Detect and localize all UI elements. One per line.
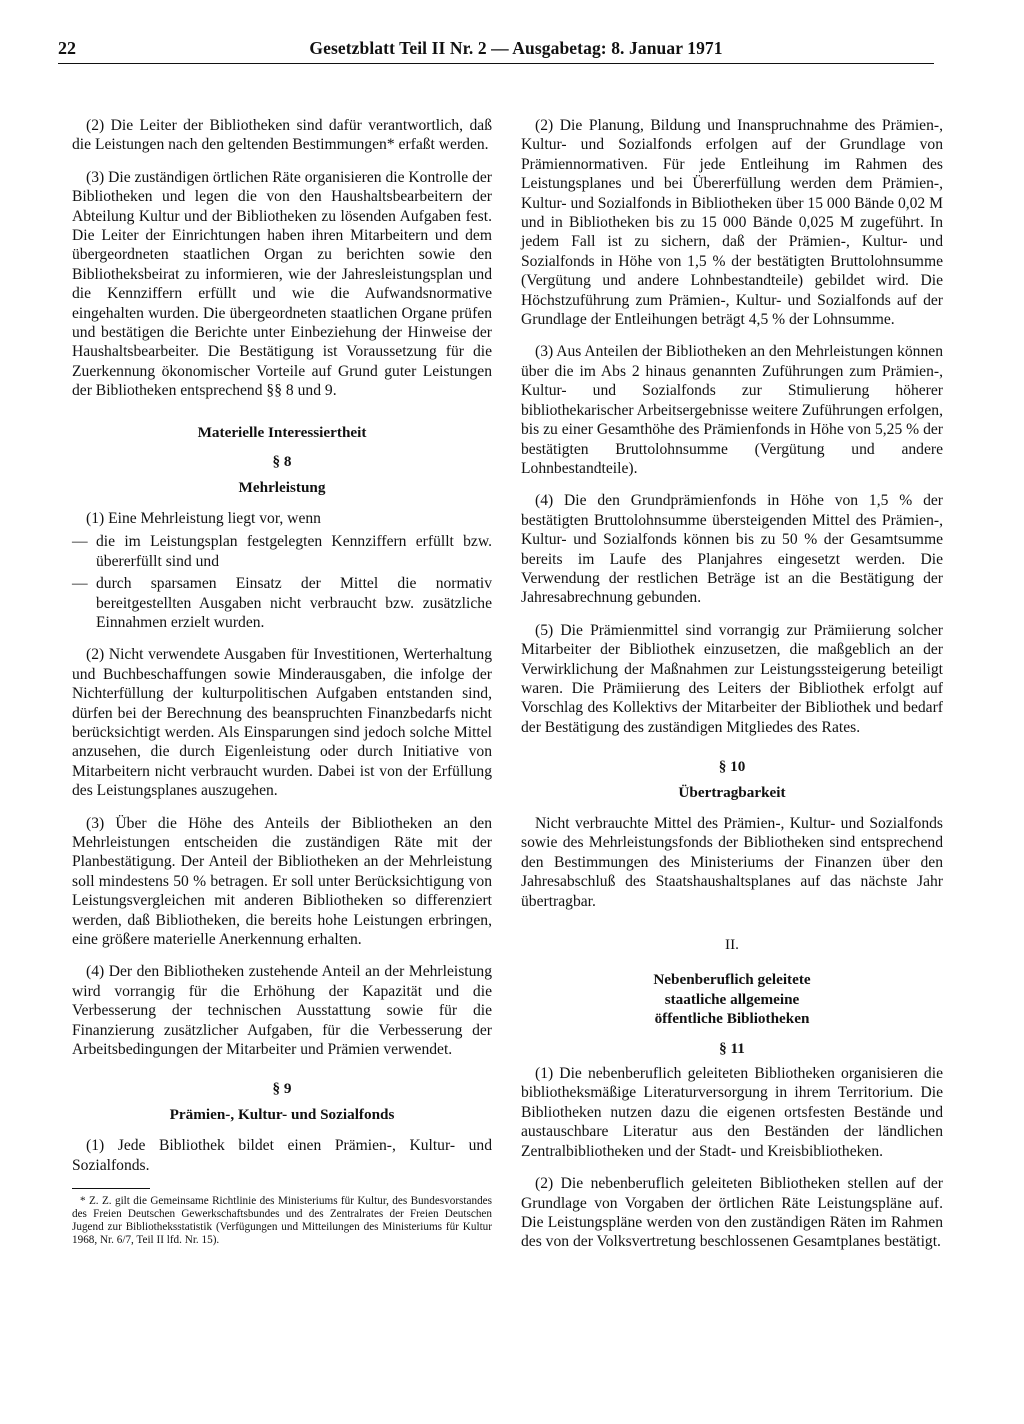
- dash-mark: —: [72, 575, 88, 593]
- paragraph: (3) Über die Höhe des Anteils der Bibliotheken an den Mehrleistungen entscheiden die zuständigen Räte mit der Planbestätigung. Der Anteil der Bibliotheken an der Mehrleistung soll mindestens 50 % betragen. Er soll unter Berücksichtigung von Leistungsvergleichen mit anderen Bibliotheken so differenziert werden, daß Bibliotheken, die bereits hohe Leistungen erbringen, eine größere materielle Anerkennung erhalten.: [72, 814, 492, 949]
- paragraph: (5) Die Prämienmittel sind vorrangig zur Prämiierung solcher Mitarbeiter der Bibliothek einzusetzen, die maßgeblich an der Verwirklichung der Maßnahmen zur Leistungssteigerung beteiligt waren. Die Prämiierung des Leiters der Bibliothek erfolgt auf Vorschlag des Kollektivs der Mitarbeiter der Bibliothek und bedarf der Bestätigung des zuständigen Mitgliedes des Rates.: [521, 621, 943, 736]
- paragraph: Nicht verbrauchte Mittel des Prämien-, Kultur- und Sozialfonds sowie des Mehrleistungsfonds der Bibliotheken sind entsprechend den Bestimmungen des Ministeriums der Finanzen über den Jahresabschluß des Staatshaushaltsplanes auf das nächste Jahr übertragbar.: [521, 815, 943, 910]
- part-title-line: staatliche allgemeine: [664, 990, 800, 1008]
- paragraph: (2) Nicht verwendete Ausgaben für Investitionen, Werterhaltung und Buchbeschaffungen sowie Minderausgaben, die infolge der Nichterfüllung der kulturpolitischen Aufgaben entstanden sind, dürfen bei der Berechnung des beanspruchten Finanzbedarfs nicht berücksichtigt werden. Als Einsparungen sind jedoch solche Mittel anzusehen, die durch Eigenleistung oder durch Initiative von Mitarbeitern nicht verbraucht wurden. Dabei ist von der Erfüllung des Leistungsplanes auszugehen.: [72, 646, 492, 800]
- gazette-title: Gesetzblatt Teil II Nr. 2 — Ausgabetag: 8. Januar 1971: [309, 38, 723, 58]
- paragraph: (1) Eine Mehrleistung liegt vor, wenn: [86, 509, 321, 527]
- paragraph: (4) Die den Grundprämienfonds in Höhe von 1,5 % der bestätigten Bruttolohnsumme übersteigenden Mittel des Prämien-, Kultur- und Sozialfonds können bis zu 50 % der Gesamtsumme bereits im Laufe des Planjahres eingesetzt werden. Die Verwendung der restlichen Beträge ist an die Bestätigung der Jahresabrechnung gebunden.: [521, 492, 943, 607]
- paragraph: (2) Die Leiter der Bibliotheken sind dafür verantwortlich, daß die Leistungen nach den geltenden Bestimmungen* erfaßt werden.: [72, 117, 492, 154]
- section-group-heading: Materielle Interessiertheit: [197, 423, 367, 441]
- section-number: § 8: [272, 453, 292, 471]
- section-title: Prämien-, Kultur- und Sozialfonds: [169, 1105, 395, 1123]
- part-number: II.: [725, 936, 739, 954]
- right-column: [521, 116, 943, 1265]
- section-number: § 10: [718, 758, 746, 776]
- paragraph: (1) Die nebenberuflich geleiteten Bibliotheken organisieren die bibliotheksmäßige Literaturversorgung in ihrem Territorium. Die Bibliotheken nutzen dazu die eigenen ortsfesten Bestände und austauschbare Literatur aus den Beständen der ländlichen Zentralbibliotheken und der Stadt- und Kreisbibliotheken.: [521, 1065, 943, 1160]
- section-number: § 9: [272, 1080, 292, 1098]
- list-item: [72, 574, 492, 632]
- dash-mark: —: [72, 533, 88, 551]
- footnote-text: * Z. Z. gilt die Gemeinsame Richtlinie des Ministeriums für Kultur, des Bundesvorstandes des Freien Deutschen Gewerkschaftsbundes und des Zentralrates der Freien Deutschen Jugend zur Bibliotheksstatistik (Verfügungen und Mitteilungen des Ministeriums für Kultur 1968, Nr. 6/7, Teil II lfd. Nr. 15).: [72, 1195, 492, 1247]
- paragraph: (1) Jede Bibliothek bildet einen Prämien-, Kultur- und Sozialfonds.: [72, 1137, 492, 1174]
- list-item-text: die im Leistungsplan festgelegten Kennziffern erfüllt bzw. übererfüllt sind und: [96, 533, 492, 570]
- left-column: [72, 116, 492, 1247]
- paragraph: (2) Die nebenberuflich geleiteten Bibliotheken stellen auf der Grundlage von Vorgaben der örtlichen Räte Leistungspläne auf. Die Leistungspläne werden von den zuständigen Räten im Rahmen des von der Volksvertretung beschlossenen Gesamtplanes bestätigt.: [521, 1175, 943, 1251]
- page-header: [58, 38, 934, 64]
- section-number: § 11: [719, 1039, 745, 1057]
- list-item-text: durch sparsamen Einsatz der Mittel die normativ bereitgestellten Ausgaben nicht verbraucht bzw. zusätzliche Einnahmen erzielt wurden.: [96, 575, 492, 631]
- part-title-line: öffentliche Bibliotheken: [654, 1010, 810, 1028]
- section-title: Mehrleistung: [238, 478, 326, 496]
- list-item: [72, 532, 492, 571]
- paragraph: (3) Die zuständigen örtlichen Räte organisieren die Kontrolle der Bibliotheken und legen die von den Haushaltsbearbeitern der Abteilung Kultur und der Bibliotheken zu lösenden Aufgaben fest. Die Leiter der Einrichtungen haben ihren Mitarbeitern und dem übergeordneten staatlichen Organ zu berichten sowie den Bibliotheksbeirat zu informieren, wie der Jahresleistungsplan und die Kennziffern erfüllt und wie die Aufwandsnormative eingehalten wurden. Die übergeordneten staatlichen Organe prüfen und bestätigen die Berichte unter Einbeziehung der Hinweise der Haushaltsbearbeiter. Die Bestätigung ist Voraussetzung für die Zuerkennung ökonomischer Vorteile auf Grund guter Leistungen der Bibliotheken entsprechend §§ 8 und 9.: [72, 168, 492, 400]
- paragraph: (3) Aus Anteilen der Bibliotheken an den Mehrleistungen können über die im Abs 2 hinaus genannten Zuführungen zum Prämien-, Kultur- und Sozialfonds zur Stimulierung höherer bibliothekarischer Arbeitsergebnisse weitere Zuführungen erfolgen, bis zu einer Gesamthöhe des Prämienfonds in Höhe von 5,25 % der bestätigten Bruttolohnsumme (Vergütung und andere Lohnbestandteile).: [521, 343, 943, 477]
- paragraph: (4) Der den Bibliotheken zustehende Anteil an der Mehrleistung wird vorrangig für die Erhöhung der Kapazität und die Verbesserung der technischen Ausstattung sowie für die Finanzierung zusätzlicher Aufgaben, für die Verbesserung der Arbeitsbedingungen der Mitarbeiter und Prämien verwendet.: [72, 963, 492, 1059]
- footnote: [72, 1188, 492, 1247]
- paragraph: (2) Die Planung, Bildung und Inanspruchnahme des Prämien-, Kultur- und Sozialfonds erfolgen auf der Grundlage von Prämiennormativen. Für jede Entleihung im Rahmen des Leistungsplanes und bei Übererfüllung werden dem Prämien-, Kultur- und Sozialfonds in Bibliotheken über 15 000 Bände 0,02 M und in Bibliotheken bis zu 15 000 Bände 0,025 M zugeführt. In jedem Fall ist zu sichern, daß der Prämien-, Kultur- und Sozialfonds in Höhe von 1,5 % der bestätigten Bruttolohnsumme (Vergütung und andere Lohnbestandteile) gebildet wird. Die Höchstzuführung zum Prämien-, Kultur- und Sozialfonds auf der Grundlage der Entleihungen beträgt 4,5 % der Lohnsumme.: [521, 117, 943, 329]
- part-title-line: Nebenberuflich geleitete: [653, 971, 811, 989]
- page-number: 22: [58, 38, 76, 58]
- section-title: Übertragbarkeit: [678, 783, 786, 801]
